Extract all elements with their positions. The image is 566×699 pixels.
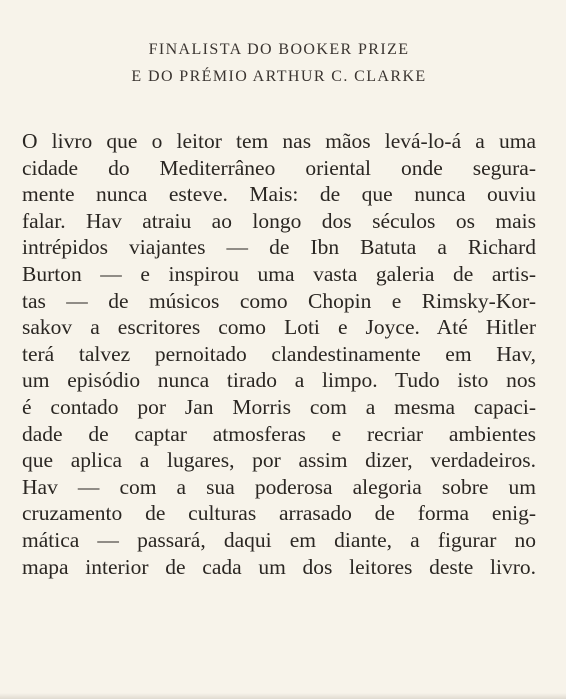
blurb-line: Burton — e inspirou uma vasta galeria de artis- (22, 261, 536, 286)
blurb-line: sakov a escritores como Loti e Joyce. Até Hitler (22, 315, 536, 340)
blurb-line: terá talvez pernoitado clandestinamente em Hav, (22, 341, 536, 366)
blurb-line: cidade do Mediterrâneo oriental onde segura- (22, 155, 536, 180)
blurb-line: que aplica a lugares, por assim dizer, verdadeiros. (22, 448, 536, 473)
blurb-line: falar. Hav atraiu ao longo dos séculos os mais (22, 208, 536, 233)
award-heading-line-2: E DO PRÉMIO ARTHUR C. CLARKE (131, 68, 427, 85)
blurb-line: Hav — com a sua poderosa alegoria sobre um (22, 474, 536, 499)
blurb-line: intrépidos viajantes — de Ibn Batuta a Richard (22, 235, 536, 260)
blurb-line: cruzamento de culturas arrasado de forma enig- (22, 501, 536, 526)
page-edge-shadow (0, 693, 566, 699)
award-heading (22, 36, 536, 90)
blurb-line: dade de captar atmosferas e recriar ambientes (22, 421, 536, 446)
award-heading-line-1: FINALISTA DO BOOKER PRIZE (148, 41, 410, 58)
blurb-line: é contado por Jan Morris com a mesma capaci- (22, 394, 536, 419)
blurb-paragraph (22, 128, 536, 580)
blurb-line: mática — passará, daqui em diante, a figurar no (22, 527, 536, 552)
blurb-line: mente nunca esteve. Mais: de que nunca ouviu (22, 182, 536, 207)
blurb-line: mapa interior de cada um dos leitores deste livro. (22, 554, 536, 579)
blurb-line: O livro que o leitor tem nas mãos levá-lo-á a uma (22, 129, 536, 153)
blurb-line: um episódio nunca tirado a limpo. Tudo isto nos (22, 368, 536, 393)
blurb-line: tas — de músicos como Chopin e Rimsky-Kor- (22, 288, 536, 313)
